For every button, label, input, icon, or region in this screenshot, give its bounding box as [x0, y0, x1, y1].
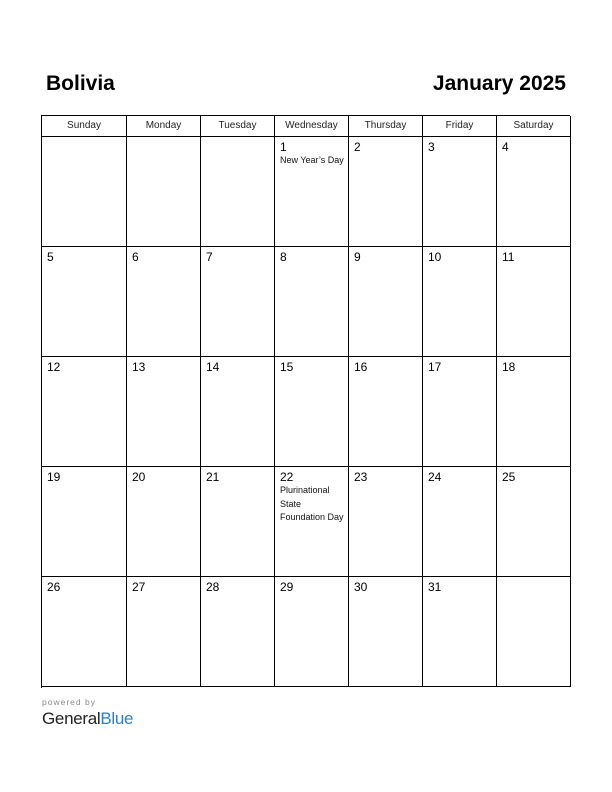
- day-cell: [275, 577, 349, 687]
- day-number: 23: [354, 470, 368, 484]
- holiday-label: Plurinational State Foundation Day: [280, 485, 344, 522]
- day-number: 9: [354, 250, 361, 264]
- day-number: 28: [206, 580, 220, 594]
- day-cell: [201, 137, 275, 247]
- day-cell: [42, 247, 127, 357]
- day-number: 6: [132, 250, 139, 264]
- country-title: Bolivia: [46, 72, 115, 95]
- day-cell: [349, 467, 423, 577]
- day-cell: [423, 577, 497, 687]
- day-cell: [349, 577, 423, 687]
- day-number: 7: [206, 250, 213, 264]
- day-cell: [423, 137, 497, 247]
- weekday-header-thursday: Thursday: [349, 116, 423, 137]
- day-number: 14: [206, 360, 220, 374]
- weekday-header-friday: Friday: [423, 116, 497, 137]
- day-number: 21: [206, 470, 220, 484]
- brand-text-general: General: [42, 709, 101, 728]
- day-number: 17: [428, 360, 442, 374]
- day-cell: [275, 467, 349, 577]
- day-cell: [423, 467, 497, 577]
- day-cell: [42, 357, 127, 467]
- day-number: 8: [280, 250, 287, 264]
- day-number: 4: [502, 140, 509, 154]
- day-cell: [497, 467, 571, 577]
- day-cell: [127, 577, 201, 687]
- day-number: 24: [428, 470, 442, 484]
- footer-branding: [42, 697, 133, 729]
- weekday-header-wednesday: Wednesday: [275, 116, 349, 137]
- day-number: 18: [502, 360, 516, 374]
- day-cell: [497, 577, 571, 687]
- weekday-header-sunday: Sunday: [42, 116, 127, 137]
- weekday-header-tuesday: Tuesday: [201, 116, 275, 137]
- day-cell: [275, 137, 349, 247]
- day-number: 3: [428, 140, 435, 154]
- day-number: 27: [132, 580, 146, 594]
- day-cell: [423, 247, 497, 357]
- day-number: 15: [280, 360, 294, 374]
- calendar-grid: [41, 115, 570, 688]
- day-cell: [497, 247, 571, 357]
- calendar-cells: [42, 116, 571, 688]
- day-cell: [349, 247, 423, 357]
- holiday-label: New Year’s Day: [280, 155, 344, 165]
- day-number: 26: [47, 580, 61, 594]
- day-cell: [127, 137, 201, 247]
- day-cell: [497, 357, 571, 467]
- month-year-title: January 2025: [432, 72, 566, 95]
- day-cell: [349, 137, 423, 247]
- day-cell: [127, 247, 201, 357]
- day-cell: [497, 137, 571, 247]
- day-cell: [201, 247, 275, 357]
- day-number: 12: [47, 360, 61, 374]
- day-number: 20: [132, 470, 146, 484]
- day-number: 16: [354, 360, 368, 374]
- day-number: 31: [428, 580, 442, 594]
- day-cell: [275, 247, 349, 357]
- day-number: 25: [502, 470, 516, 484]
- day-number: 19: [47, 470, 61, 484]
- calendar-header: [46, 72, 566, 98]
- day-cell: [127, 357, 201, 467]
- day-cell: [42, 577, 127, 687]
- day-cell: [201, 577, 275, 687]
- day-cell: [275, 357, 349, 467]
- day-number: 10: [428, 250, 442, 264]
- weekday-header-saturday: Saturday: [497, 116, 571, 137]
- day-number: 1: [280, 140, 287, 154]
- day-cell: [42, 137, 127, 247]
- day-cell: [42, 467, 127, 577]
- day-cell: [201, 357, 275, 467]
- day-number: 2: [354, 140, 361, 154]
- powered-by-label: powered by: [42, 697, 96, 707]
- day-number: 30: [354, 580, 368, 594]
- day-cell: [423, 357, 497, 467]
- day-number: 11: [502, 250, 515, 264]
- day-cell: [127, 467, 201, 577]
- day-number: 22: [280, 470, 294, 484]
- brand-text-blue: Blue: [100, 709, 134, 728]
- weekday-header-monday: Monday: [127, 116, 201, 137]
- day-cell: [201, 467, 275, 577]
- generalblue-logo: [42, 709, 133, 729]
- day-number: 5: [47, 250, 54, 264]
- day-cell: [349, 357, 423, 467]
- day-number: 29: [280, 580, 294, 594]
- day-number: 13: [132, 360, 146, 374]
